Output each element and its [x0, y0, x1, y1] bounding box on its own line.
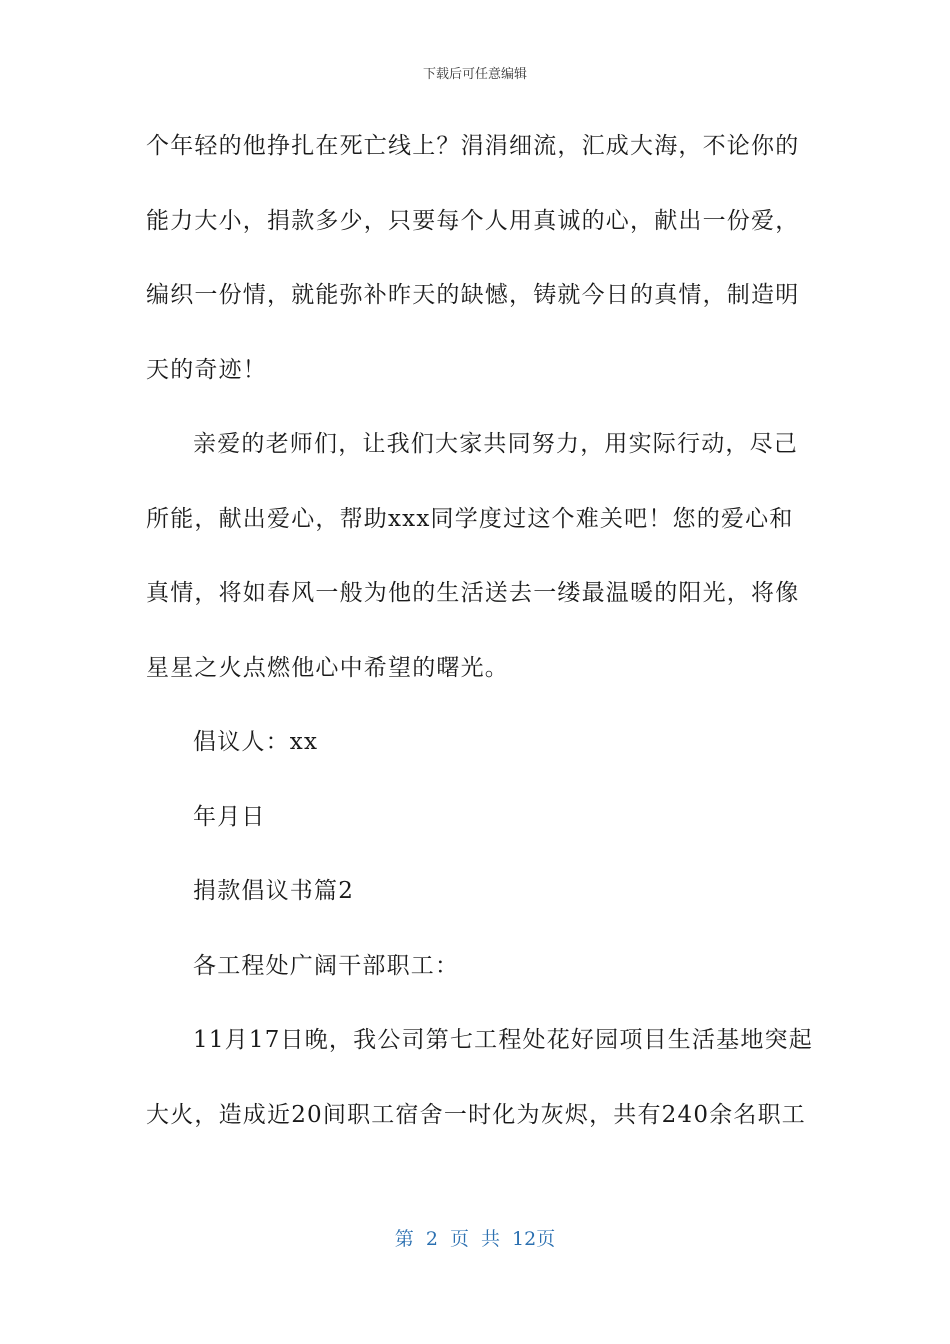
body-line: 编织一份情，就能弥补昨天的缺憾，铸就今日的真情，制造明	[146, 282, 800, 308]
page-number-footer: 第 2 页 共 12页	[394, 1228, 556, 1250]
signatory-line: 倡议人：xx	[193, 729, 319, 755]
body-line: 亲爱的老师们，让我们大家共同努力，用实际行动，尽己	[193, 431, 798, 457]
body-line: 天的奇迹！	[146, 356, 267, 383]
date-line: 年月日	[193, 803, 266, 830]
section-title: 捐款倡议书篇2	[193, 878, 355, 904]
page-header: 下载后可任意编辑	[422, 67, 527, 82]
body-line: 能力大小，捐款多少，只要每个人用真诚的心，献出一份爱，	[146, 207, 800, 234]
body-line: 所能，献出爱心，帮助xxx同学度过这个难关吧！您的爱心和	[146, 505, 794, 532]
body-line: 星星之火点燃他心中希望的曙光。	[146, 654, 509, 681]
body-line: 个年轻的他挣扎在死亡线上？涓涓细流，汇成大海，不论你的	[146, 133, 800, 159]
document-body	[146, 126, 813, 1169]
salutation-line: 各工程处广阔干部职工：	[193, 952, 460, 979]
body-line: 大火，造成近20间职工宿舍一时化为灰烬，共有240余名职工	[146, 1101, 806, 1128]
body-line: 真情，将如春风一般为他的生活送去一缕最温暖的阳光，将像	[146, 580, 800, 606]
body-line: 11月17日晚，我公司第七工程处花好园项目生活基地突起	[193, 1027, 813, 1053]
